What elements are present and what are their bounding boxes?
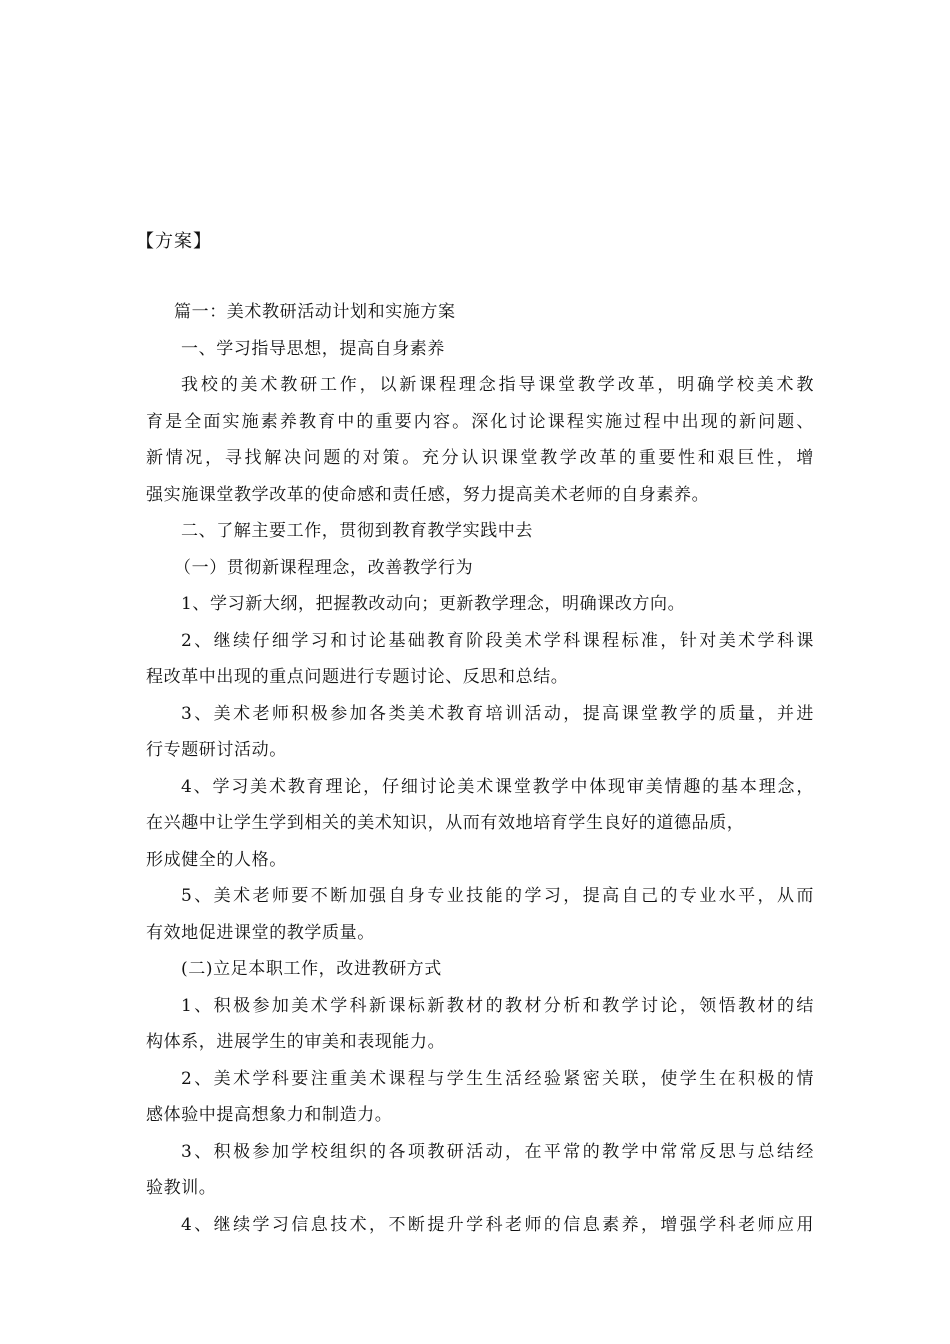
list-item-line: 3、积极参加学校组织的各项教研活动，在平常的教学中常常反思与总结经	[181, 1141, 814, 1162]
list-item-line: 1、积极参加美术学科新课标新教材的教材分析和教学讨论，领悟教材的结	[181, 995, 814, 1016]
subsection-heading: （一）贯彻新课程理念，改善教学行为	[174, 557, 474, 578]
list-item-line: 2、美术学科要注重美术课程与学生生活经验紧密关联，使学生在积极的情	[181, 1068, 814, 1089]
list-item-line: 5、美术老师要不断加强自身专业技能的学习，提高自己的专业水平，从而	[181, 886, 814, 906]
paragraph-line: 我校的美术教研工作，以新课程理念指导课堂教学改革，明确学校美术教	[181, 375, 814, 395]
document-tag: 【方案】	[136, 231, 212, 252]
list-item-line: 有效地促进课堂的教学质量。	[146, 922, 375, 943]
list-item-line: 4、继续学习信息技术，不断提升学科老师的信息素养，增强学科老师应用	[181, 1214, 814, 1235]
paragraph-line: 新情况，寻找解决问题的对策。充分认识课堂教学改革的重要性和艰巨性，增	[146, 448, 814, 468]
subsection-heading: (二)立足本职工作，改进教研方式	[181, 959, 442, 979]
list-item-line: 行专题研讨活动。	[146, 740, 287, 760]
paragraph-line: 育是全面实施素养教育中的重要内容。深化讨论课程实施过程中出现的新问题、	[146, 411, 814, 432]
list-item-line: 2、继续仔细学习和讨论基础教育阶段美术学科课程标准，针对美术学科课	[181, 630, 814, 651]
list-item-line: 4、学习美术教育理论，仔细讨论美术课堂教学中体现审美情趣的基本理念，	[181, 776, 814, 797]
list-item-line: 3、美术老师积极参加各类美术教育培训活动，提高课堂教学的质量，并进	[181, 703, 814, 724]
list-item-line: 形成健全的人格。	[146, 849, 287, 870]
paragraph-line: 强实施课堂教学改革的使命感和责任感，努力提高美术老师的自身素养。	[146, 484, 710, 505]
section-heading: 二、了解主要工作，贯彻到教育教学实践中去	[181, 521, 533, 541]
article-title: 篇一：美术教研活动计划和实施方案	[174, 302, 456, 322]
list-item-line: 程改革中出现的重点问题进行专题讨论、反思和总结。	[146, 667, 569, 687]
list-item-line: 1、学习新大纲，把握教改动向；更新教学理念，明确课改方向。	[181, 594, 686, 614]
list-item-line: 在兴趣中让学生学到相关的美术知识，从而有效地培育学生良好的道德品质，	[146, 813, 745, 833]
document-body	[146, 294, 814, 1243]
list-item-line: 验教训。	[146, 1178, 217, 1198]
section-heading: 一、学习指导思想，提高自身素养	[181, 338, 445, 359]
list-item-line: 构体系，进展学生的审美和表现能力。	[146, 1032, 446, 1052]
list-item-line: 感体验中提高想象力和制造力。	[146, 1105, 393, 1125]
